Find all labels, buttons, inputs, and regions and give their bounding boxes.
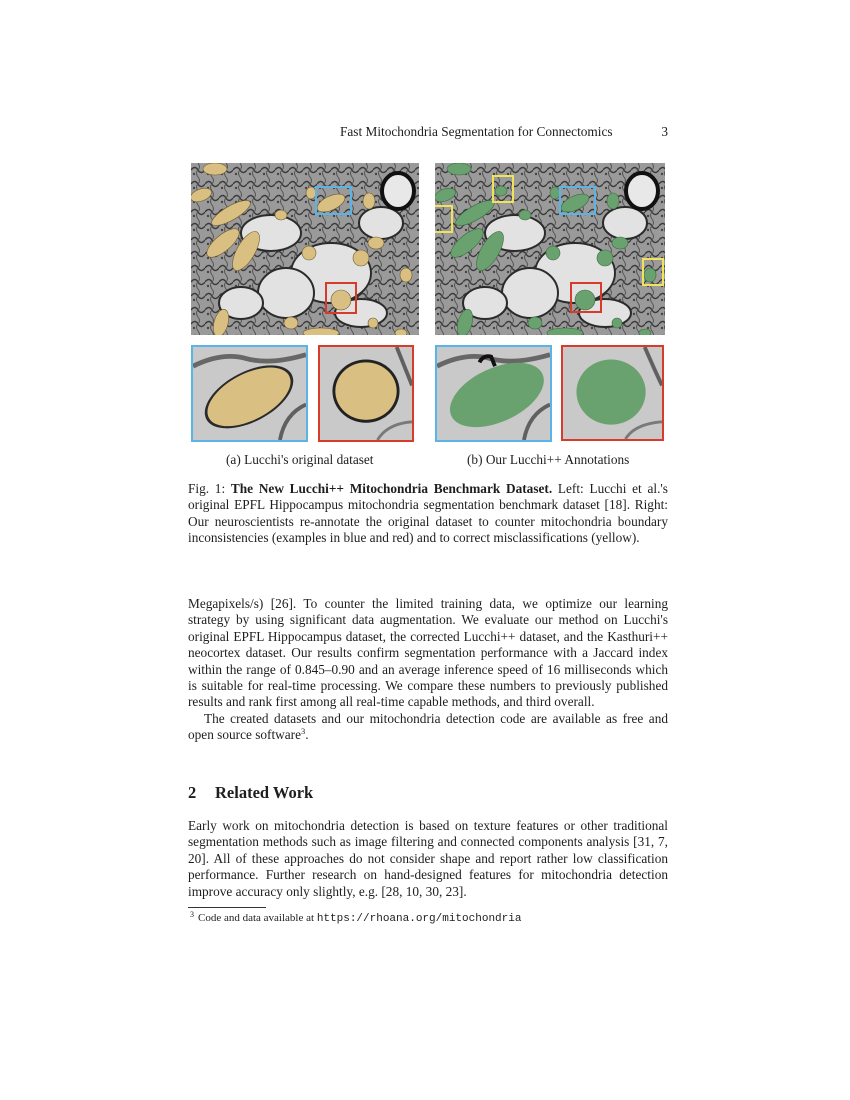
footnote-number: 3 <box>190 910 194 919</box>
caption-title: The New Lucchi++ Mitochondria Benchmark Dataset. <box>230 481 553 496</box>
crop-original-blue <box>191 345 308 442</box>
footnote-text: Code and data available at <box>198 912 317 924</box>
footnote <box>190 910 521 925</box>
paragraph-2: The created datasets and our mitochondria detection code are available as free and open source software$^3$. <box>188 710 668 743</box>
crop-original-red <box>318 345 414 442</box>
section-heading <box>188 783 313 803</box>
subfigure-a-caption: (a) Lucchi's original dataset <box>226 452 374 467</box>
em-image-lucchi-plus-plus <box>435 163 665 335</box>
related-work-text <box>188 818 668 900</box>
running-title: Fast Mitochondria Segmentation for Connectomics <box>340 124 613 139</box>
figure-caption <box>188 481 668 547</box>
crop-new-blue <box>435 345 552 442</box>
caption-text: Left: Lucchi et al.'s original EPFL Hippocampus mitochondria segmentation benchmark dataset [18]. Right: Our neuroscientists re-annotate the original dataset to counter mitochondria boundary inconsistencies (examples in blue and red) and to correct misclassifications (yellow). <box>188 481 668 546</box>
body-text <box>188 596 668 744</box>
footnote-url-link[interactable]: https://rhoana.org/mitochondria <box>316 913 522 925</box>
section-title: Related Work <box>215 783 314 802</box>
caption-label: Fig. 1: <box>188 481 231 496</box>
related-work-paragraph: Early work on mitochondria detection is based on texture features or other traditional segmentation methods such as image filtering and connected components analysis [31, 7, 20]. All of these approaches do not consider shape and report rather low classification performance. Further research on hand-designed features for mitochondria detection improve accuracy only slightly, e.g. [28, 10, 30, 23]. <box>188 818 668 899</box>
subfigure-b-caption: (b) Our Lucchi++ Annotations <box>467 452 630 467</box>
page-number: 3 <box>661 124 668 139</box>
section-number: 2 <box>188 783 197 802</box>
footnote-rule <box>188 907 266 908</box>
em-image-original <box>191 163 419 335</box>
paragraph-1: Megapixels/s) [26]. To counter the limited training data, we optimize our learning strategy by using significant data augmentation. We evaluate our method on Lucchi's original EPFL Hippocampus dataset, the corrected Lucchi++ dataset, and the Kasthuri++ neocortex dataset. Our results confirm segmentation performance with a Jaccard index within the range of 0.845–0.90 and an average inference speed of 16 milliseconds which is suitable for real-time processing. We compare these numbers to previously published results and rank first among all real-time capable methods, and third overall. <box>188 596 668 710</box>
footnote-mark[interactable]: 3 <box>300 726 306 737</box>
crop-new-red <box>561 345 664 441</box>
